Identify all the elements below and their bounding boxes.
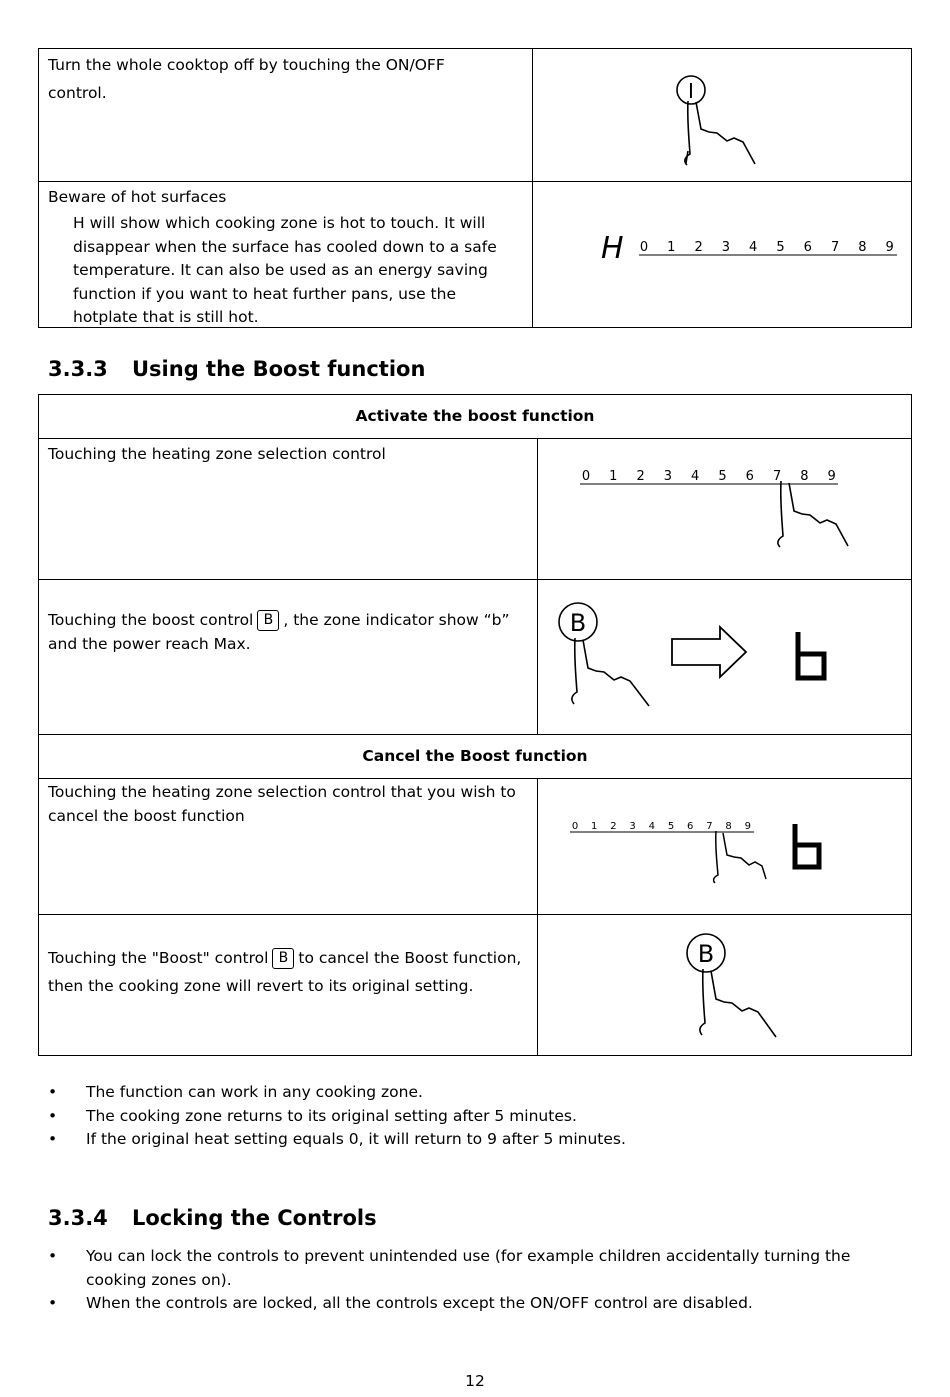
page-number: 12 (465, 1372, 485, 1390)
onoff-figure-cell (532, 48, 912, 182)
activate-header-label: Activate the boost function (355, 407, 595, 425)
scale-digit: 2 (636, 469, 645, 484)
scale-digit: 7 (830, 240, 840, 255)
activate-header (38, 394, 912, 439)
scale-digit: 9 (885, 240, 894, 255)
scale-digit: 1 (609, 469, 618, 484)
boost-key-symbol: B (697, 940, 715, 968)
scale-digit: 4 (691, 469, 700, 484)
onoff-text-cell (38, 48, 533, 182)
section-heading-333 (48, 357, 425, 381)
boost-activate-figure (538, 580, 911, 734)
section-title: Locking the Controls (132, 1206, 377, 1230)
scale-digit: 0 (581, 469, 591, 484)
scale-digit: 8 (858, 240, 867, 255)
cancel-row1-figure-cell (537, 778, 912, 915)
cancel-row2-text: Touching the "Boost" control B to cancel the Boost function, then the cooking zone will revert to its original setting. (48, 949, 522, 995)
activate-row1-text: Touching the heating zone selection control (48, 445, 386, 463)
h-symbol: H (601, 231, 624, 266)
hot-surface-text-cell (38, 181, 533, 328)
scale-digit: 6 (687, 821, 694, 832)
boost-key-symbol: B (569, 609, 587, 637)
scale-digit: 5 (718, 469, 727, 484)
scale-digit: 8 (800, 469, 809, 484)
section-number: 3.3.3 (48, 357, 108, 381)
list-item: • When the controls are locked, all the controls except the ON/OFF control are disabled. (48, 1292, 908, 1316)
scale-digit: 6 (803, 240, 812, 255)
activate-row1-text-cell (38, 438, 538, 580)
cancel-zone-figure (538, 779, 911, 914)
scale-digit: 3 (663, 469, 673, 484)
zone-selection-figure (538, 439, 911, 579)
hot-surface-title: Beware of hot surfaces (48, 188, 227, 206)
scale-digit: 5 (667, 821, 675, 832)
list-item: • If the original heat setting equals 0, it will return to 9 after 5 minutes. (48, 1128, 908, 1152)
cancel-row1-text: Touching the heating zone selection control that you wish to cancel the boost function (48, 783, 516, 825)
scale-digit: 8 (725, 821, 732, 832)
cancel-header-label: Cancel the Boost function (362, 747, 588, 765)
onoff-touch-figure (533, 49, 911, 181)
hot-surface-figure-cell (532, 181, 912, 328)
section-number: 3.3.4 (48, 1206, 108, 1230)
onoff-symbol: I (688, 79, 694, 103)
scale-digit: 2 (694, 240, 703, 255)
cancel-row2-figure-cell (537, 914, 912, 1056)
scale-digit: 7 (706, 821, 713, 832)
scale-digit: 7 (772, 469, 782, 484)
activate-row2-text-cell (38, 579, 538, 735)
scale-digit: 5 (776, 240, 785, 255)
scale-digit: 9 (744, 821, 751, 832)
scale-digit: 6 (745, 469, 754, 484)
cancel-header (38, 734, 912, 779)
scale-digit: 0 (571, 821, 579, 832)
list-item: • You can lock the controls to prevent unintended use (for example children accidentally turning the cooking zones on). (48, 1245, 908, 1292)
cancel-row1-text-cell (38, 778, 538, 915)
scale-digit: 0 (639, 240, 649, 255)
onoff-instruction: Turn the whole cooktop off by touching the ON/OFF control. (48, 56, 445, 102)
scale-digit: 9 (827, 469, 836, 484)
scale-digit: 1 (591, 821, 598, 832)
section-heading-334 (48, 1206, 377, 1230)
hot-surface-description: H will show which cooking zone is hot to touch. It will disappear when the surface has cooled down to a safe temperature. It can also be used as an energy saving function if you want to heat further pans, use the hotplate that is still hot. (73, 214, 497, 326)
scale-digit: 3 (721, 240, 731, 255)
scale-digit: 4 (749, 240, 758, 255)
activate-row2-text: Touching the boost control B , the zone indicator show “b” and the power reach Max. (48, 611, 510, 653)
scale-digit: 1 (667, 240, 676, 255)
lock-notes-list (48, 1245, 908, 1316)
activate-row2-figure-cell (537, 579, 912, 735)
boost-cancel-figure (538, 915, 911, 1055)
scale-digit: 4 (648, 821, 655, 832)
list-item: • The function can work in any cooking zone. (48, 1081, 908, 1105)
activate-row1-figure-cell (537, 438, 912, 580)
h-indicator-figure (533, 182, 911, 327)
list-item: • The cooking zone returns to its original setting after 5 minutes. (48, 1105, 908, 1129)
boost-key-inline: B (272, 948, 294, 969)
boost-notes-list (48, 1081, 908, 1152)
section-title: Using the Boost function (132, 357, 426, 381)
cancel-row2-text-cell (38, 914, 538, 1056)
scale-digit: 2 (610, 821, 617, 832)
boost-key-inline: B (257, 610, 279, 631)
scale-digit: 3 (629, 821, 636, 832)
